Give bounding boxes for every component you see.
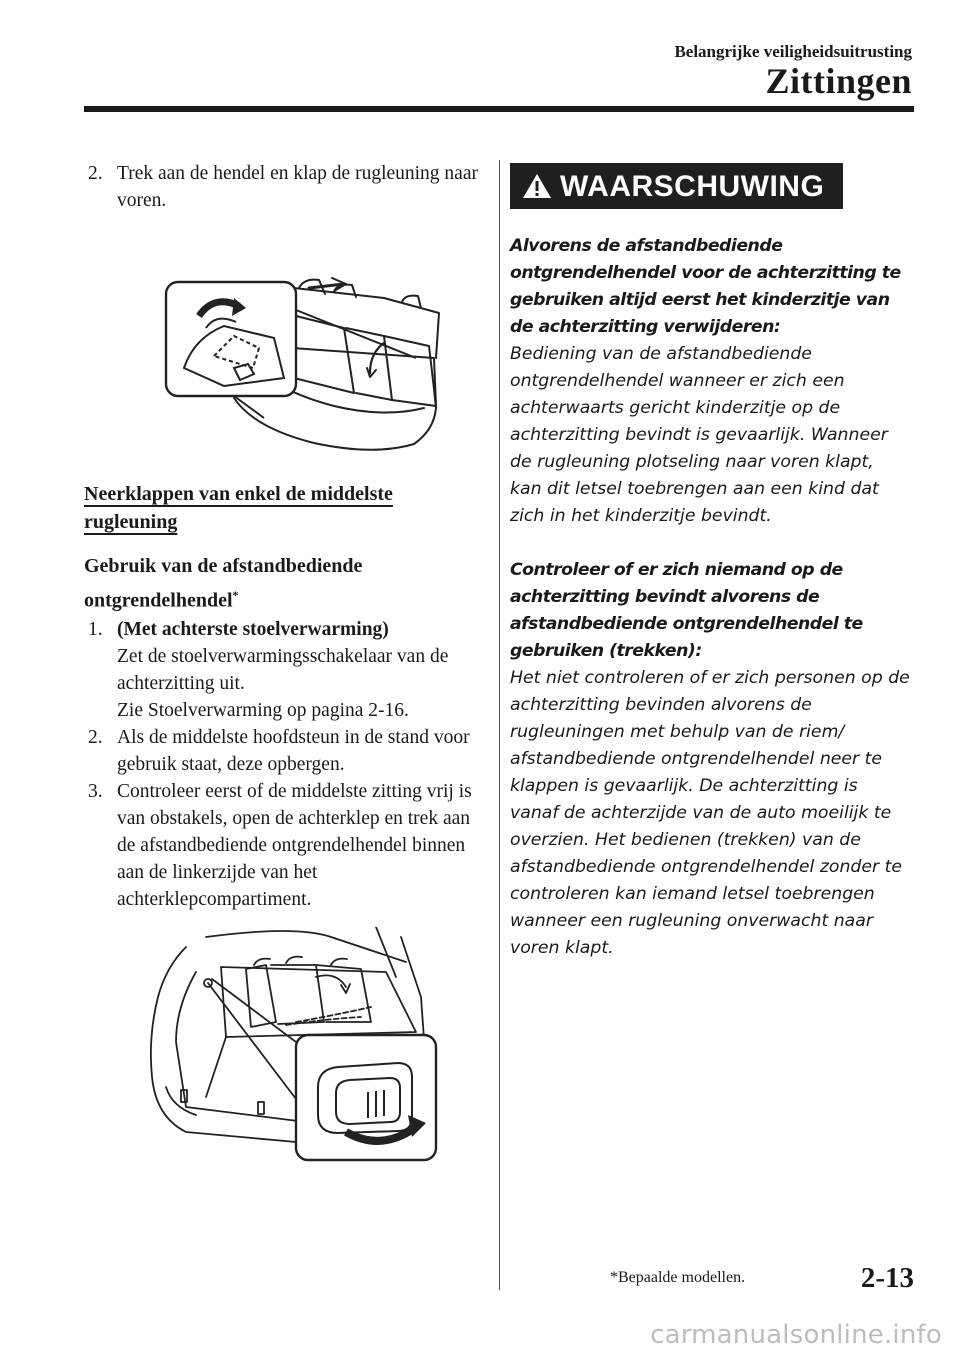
step-2-headrest: 2. Als de middelste hoofdsteun in de stand voor gebruik staat, deze opbergen. bbox=[88, 726, 470, 775]
warning-label: WAARSCHUWING bbox=[560, 169, 825, 203]
watermark: carmanualsonline.info bbox=[650, 1320, 942, 1350]
warning-paragraph-1 bbox=[510, 233, 910, 530]
step-bold: (Met achterste stoelverwarming) bbox=[117, 618, 389, 640]
step-text: Trek aan de hendel en klap de rugleuning naar voren. bbox=[117, 163, 478, 211]
page-number: 2-13 bbox=[860, 1262, 914, 1294]
step-number: 2. bbox=[88, 163, 103, 184]
warning-bold-text: Alvorens de afstandbediende ontgrendelhendel voor de achterzitting te gebruiken altijd eerst het kinderzitje van de achterzitting verwijderen: bbox=[510, 236, 901, 337]
warning-triangle-icon bbox=[522, 173, 552, 199]
remote-lever-heading: Gebruik van de afstandbediende ontgrendelhendel* bbox=[84, 555, 363, 612]
warning-paragraph-2 bbox=[510, 557, 910, 962]
warning-body-text: Het niet controleren of er zich personen op de achterzitting bevinden alvorens de rugleuningen met behulp van de riem/ afstandbediende ontgrendelhendel neer te klappen is gevaarlijk. De achterzitting is vanaf de achterzijde van de auto moeilijk te overzien. Het bedienen (trekken) van de afstandbediende ontgrendelhendel zonder te controleren kan iemand letsel toebrengen wanneer een rugleuning onverwacht naar voren klapt. bbox=[510, 668, 910, 958]
warning-body-text: Bediening van de afstandbediende ontgrendelhendel wanneer er zich een achterwaarts gericht kinderzitje op de achterzitting bevindt is gevaarlijk. Wanneer de rugleuning plotseling naar voren klapt, kan dit letsel toebrengen aan een kind dat zich in het kinderzitje bevindt. bbox=[510, 344, 888, 526]
page-title: Zittingen bbox=[765, 61, 912, 101]
step-text: Zet de stoelverwarmingsschakelaar van de achterzitting uit. bbox=[117, 645, 449, 694]
warning-bold-text: Controleer of er zich niemand op de achterzitting bevindt alvorens de afstandbediende ontgrendelhendel te gebruiken (trekken): bbox=[510, 560, 863, 661]
seatback-fold-illustration bbox=[84, 218, 484, 458]
step-2-fold bbox=[84, 160, 484, 214]
header-rule bbox=[84, 106, 914, 112]
column-divider bbox=[499, 160, 500, 1290]
warning-column bbox=[510, 163, 910, 962]
left-column bbox=[84, 160, 484, 1167]
warning-banner bbox=[510, 163, 843, 209]
step-3-pull-lever: 3. Controleer eerst of de middelste zitting vrij is van obstakels, open de achterklep en trek aan de afstandbediende ontgrendelhendel binnen aan de linkerzijde van het achterklepcompartiment. bbox=[88, 780, 472, 910]
step-1-heater: 1. (Met achterste stoelverwarming) Zet de stoelverwarmingsschakelaar van de achterzitting uit. Zie Stoelverwarming op pagina 2-16. bbox=[84, 616, 484, 724]
header-section-label: Belangrijke veiligheidsuitrusting bbox=[674, 42, 912, 61]
page-reference-link[interactable]: Zie Stoelverwarming op pagina 2-16. bbox=[117, 699, 409, 721]
cargo-lever-illustration bbox=[146, 927, 476, 1167]
step-text: Controleer eerst of de middelste zitting vrij is van obstakels, open de achterklep en trek aan de afstandbediende ontgrendelhendel binnen aan de linkerzijde van het achterklepcompartiment. bbox=[117, 780, 472, 910]
footnote: *Bepaalde modellen. bbox=[610, 1269, 746, 1286]
section-subheading: Neerklappen van enkel de middelste rugleuning bbox=[84, 483, 393, 533]
step-text: Als de middelste hoofdsteun in de stand voor gebruik staat, deze opbergen. bbox=[117, 726, 470, 775]
